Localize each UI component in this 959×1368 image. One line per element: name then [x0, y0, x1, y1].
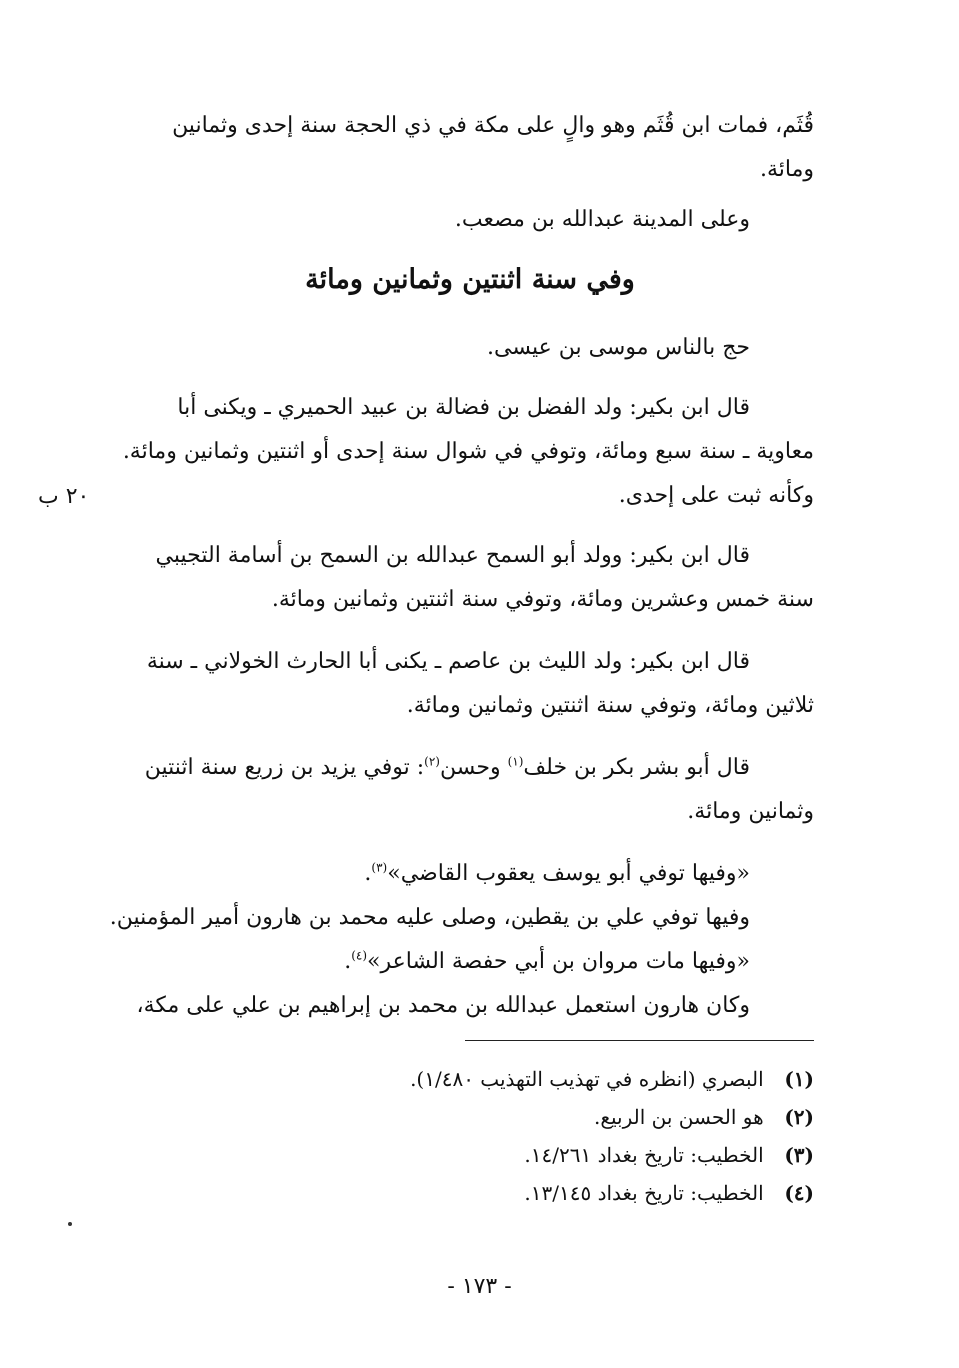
footnote-text: الخطيب: تاريخ بغداد ١٣/١٤٥. — [524, 1181, 764, 1205]
footnote-text: البصري (انظره في تهذيب التهذيب ١/٤٨٠). — [410, 1067, 764, 1091]
footnote-item — [300, 1098, 814, 1136]
paragraph-5 — [126, 534, 814, 622]
section-heading: وفي سنة اثنتين وثمانين ومائة — [305, 264, 635, 295]
text-line: قال ابن بكير: وولد أبو السمح عبدالله بن السمح بن أسامة التجيبي — [155, 543, 750, 568]
text-line: وكان هارون استعمل عبدالله بن محمد بن إبراهيم بن علي على مكة، — [136, 993, 750, 1018]
text-line: وثمانين ومائة. — [687, 799, 814, 824]
footnote-ref: (٣) — [371, 860, 388, 875]
footnote-item — [300, 1060, 814, 1098]
text-line — [126, 940, 814, 984]
text-line: وكأنه ثبت على إحدى. — [618, 483, 814, 508]
text-line: وفيها توفي علي بن يقطين، وصلى عليه محمد بن هارون أمير المؤمنين. — [109, 905, 750, 930]
paragraph-3 — [126, 326, 814, 370]
text-segment: «وفيها توفي أبو يوسف يعقوب القاضي» — [387, 861, 750, 886]
footnote-number: (٢) — [784, 1105, 814, 1129]
text-line: ثلاثين ومائة، وتوفي سنة اثنتين وثمانين ومائة. — [406, 693, 814, 718]
footnote-ref: (٢) — [424, 754, 440, 769]
text-line: قال ابن بكير: ولد الفضل بن فضالة بن عبيد الحميري ـ ويكنى أبا — [177, 395, 750, 420]
footnote-number: (١) — [784, 1067, 814, 1091]
paragraph-4 — [122, 386, 814, 518]
text-line: قال ابن بكير: ولد الليث بن عاصم ـ يكنى أبا الحارث الخولاني ـ سنة — [146, 649, 750, 674]
footnote-ref: (١) — [507, 754, 524, 769]
text-line: سنة خمس وعشرين ومائة، وتوفي سنة اثنتين وثمانين ومائة. — [271, 587, 814, 612]
paragraph-7 — [126, 746, 814, 834]
text-line: معاوية ـ سنة سبع ومائة، وتوفي في شوال سنة إحدى أو اثنتين وثمانين ومائة. — [122, 439, 814, 464]
text-segment: : توفي يزيد بن زريع سنة اثنتين — [144, 755, 425, 780]
footnote-item — [300, 1136, 814, 1174]
text-segment: وحسن — [439, 755, 508, 780]
scan-speck — [68, 1222, 72, 1226]
footnote-divider — [465, 1040, 814, 1041]
margin-folio-note: ٢٠ ب — [38, 484, 90, 509]
text-line: قُثَم، فمات ابن قُثَم وهو والٍ على مكة في ذي الحجة سنة إحدى وثمانين — [172, 113, 814, 138]
footnote-ref: (٤) — [351, 948, 368, 963]
footnote-item — [300, 1174, 814, 1212]
text-line: ومائة. — [759, 157, 814, 182]
paragraph-6 — [126, 640, 814, 728]
text-line — [126, 746, 814, 790]
footnote-number: (٣) — [784, 1143, 814, 1167]
text-segment: «وفيها مات مروان بن أبي حفصة الشاعر» — [367, 949, 750, 974]
footnote-text: الخطيب: تاريخ بغداد ١٤/٢٦١. — [524, 1143, 764, 1167]
text-line — [126, 852, 814, 896]
footnote-text: هو الحسن بن الربيع. — [593, 1105, 764, 1129]
paragraph-1 — [126, 104, 814, 192]
text-segment: . — [364, 861, 372, 886]
footnotes-list — [300, 1060, 814, 1212]
footnote-number: (٤) — [784, 1181, 814, 1205]
text-line: حج بالناس موسى بن عيسى. — [486, 335, 750, 360]
text-line: وعلى المدينة عبدالله بن مصعب. — [454, 207, 750, 232]
page-number: - ١٧٣ - — [447, 1274, 512, 1299]
paragraph-8 — [109, 852, 814, 1028]
paragraph-2 — [126, 198, 814, 242]
text-segment: قال أبو بشر بكر بن خلف — [523, 755, 750, 780]
text-segment: . — [344, 949, 352, 974]
